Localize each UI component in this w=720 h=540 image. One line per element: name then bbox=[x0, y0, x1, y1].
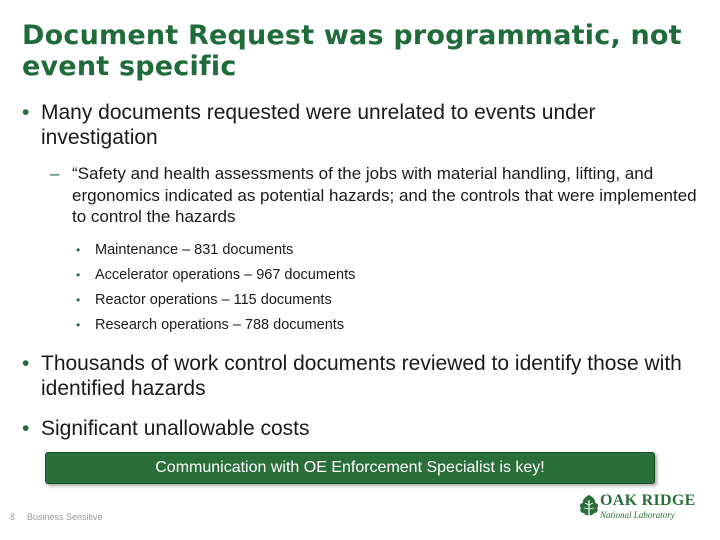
bullet-marker: • bbox=[76, 292, 81, 307]
oak-ridge-logo bbox=[578, 492, 696, 522]
list-item-text: Accelerator operations – 967 documents bbox=[95, 266, 356, 283]
logo-subtitle: National Laboratory bbox=[600, 510, 675, 520]
bullet-item bbox=[22, 351, 702, 401]
list-item bbox=[76, 263, 702, 288]
list-item-text: Reactor operations – 115 documents bbox=[95, 291, 332, 308]
bullet-text: Significant unallowable costs bbox=[41, 416, 310, 440]
document-count-list bbox=[76, 238, 702, 338]
bullet-marker: • bbox=[76, 317, 81, 332]
bullet-marker: • bbox=[22, 416, 30, 440]
dash-marker: – bbox=[50, 164, 60, 183]
sub-bullet-text: “Safety and health assessments of the jobs with material handling, lifting, and ergonomics indicated as potential hazards; and the controls that were implemented to control the hazards bbox=[72, 164, 697, 226]
list-item bbox=[76, 288, 702, 313]
logo-name: OAK RIDGE bbox=[600, 492, 696, 509]
bullet-text: Thousands of work control documents reviewed to identify those with identified hazards bbox=[41, 351, 682, 400]
page-number: 8 bbox=[10, 512, 16, 522]
bullet-item bbox=[22, 100, 702, 150]
slide-body bbox=[22, 100, 702, 441]
list-item-text: Research operations – 788 documents bbox=[95, 316, 345, 333]
slide-title: Document Request was programmatic, not event specific bbox=[22, 20, 682, 82]
bullet-item bbox=[22, 416, 702, 441]
bullet-marker: • bbox=[76, 242, 81, 257]
sub-bullet-item bbox=[50, 163, 702, 228]
bullet-marker: • bbox=[22, 101, 30, 124]
bullet-text: Many documents requested were unrelated to events under investigation bbox=[41, 101, 596, 149]
callout-banner: Communication with OE Enforcement Specialist is key! bbox=[45, 452, 655, 484]
list-item bbox=[76, 238, 702, 263]
footer-label: Business Sensitive bbox=[27, 512, 103, 522]
oak-leaf-icon bbox=[578, 494, 600, 520]
list-item-text: Maintenance – 831 documents bbox=[95, 241, 294, 258]
bullet-marker: • bbox=[76, 267, 81, 282]
bullet-marker: • bbox=[22, 351, 30, 375]
list-item bbox=[76, 313, 702, 338]
